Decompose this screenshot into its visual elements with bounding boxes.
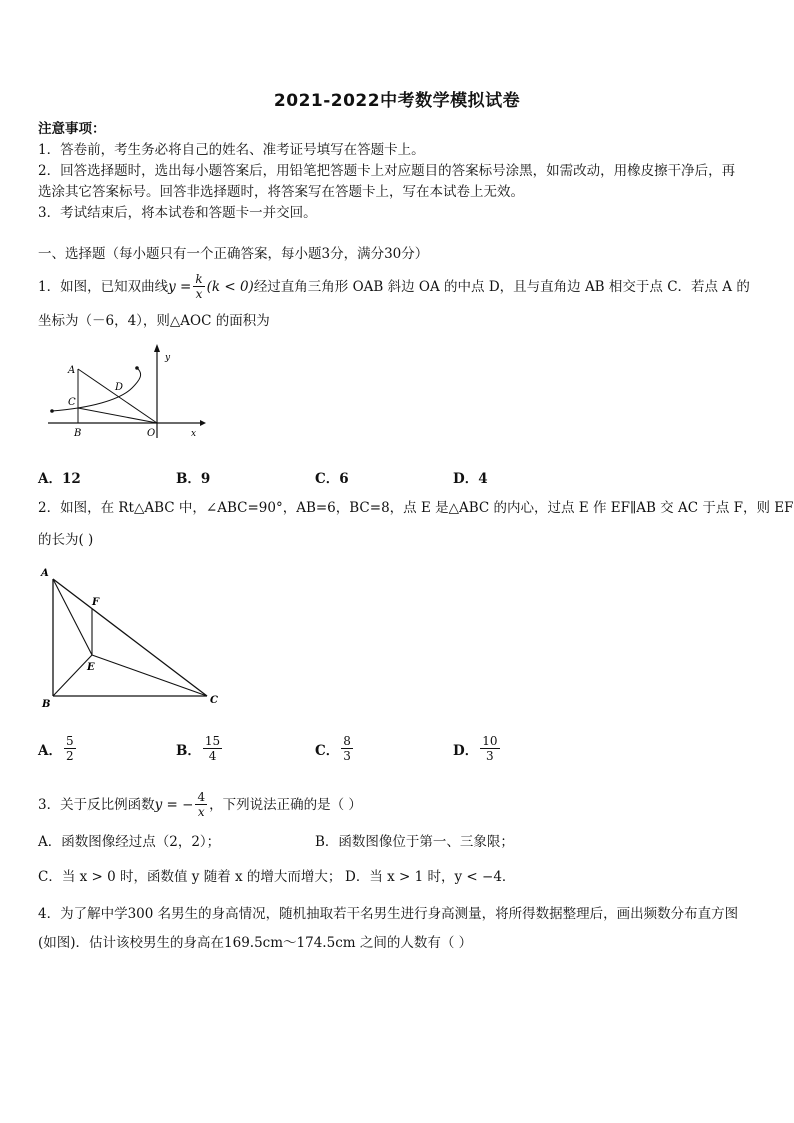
q2-stem: 2．如图，在 Rt△ABC 中，∠ABC=90°，AB=6，BC=8，点 E 是△ABC 的内心，过点 E 作 EF∥AB 交 AC 于点 F，则 EF — [38, 500, 794, 516]
q2-label-e: E — [87, 662, 95, 673]
q3-frac-num: 4 — [197, 790, 206, 804]
q2-segment-ae — [53, 579, 92, 655]
q2-option-d — [453, 734, 502, 763]
q1-fraction — [193, 272, 204, 301]
q2-option-c — [315, 734, 355, 763]
q2-option-a-den: 2 — [65, 749, 74, 763]
q2-option-a-frac — [64, 734, 76, 763]
q2-stem-line2: 的长为( ) — [38, 532, 94, 548]
q1-y-arrow — [154, 344, 160, 352]
q1-option-b: B．9 — [176, 471, 211, 487]
q3-option-d: D．当 x > 1 时，y < −4． — [345, 869, 516, 885]
q1-label-y: y — [165, 353, 171, 363]
q3-option-c: C．当 x > 0 时，函数值 y 随着 x 的增大而增大； — [38, 869, 342, 885]
q1-figure — [40, 340, 210, 440]
q1-curve-end-right — [135, 366, 139, 370]
notice-item-2: 2．回答选择题时，选出每小题答案后，用铅笔把答题卡上对应题目的答案标号涂黑，如需改动，用橡皮擦干净后，再 — [38, 163, 736, 179]
q1-x-arrow — [200, 420, 206, 426]
q1-frac-den: x — [195, 287, 203, 301]
q1-stem-line2: 坐标为（－6，4），则△AOC 的面积为 — [38, 313, 270, 329]
q2-option-a-num: 5 — [65, 734, 74, 748]
q1-option-c: C．6 — [315, 471, 349, 487]
q3-frac-den: x — [197, 805, 205, 819]
q2-label-f: F — [92, 597, 100, 608]
q2-option-c-label: C． — [315, 742, 340, 759]
notice-item-3: 3．考试结束后，将本试卷和答题卡一并交回。 — [38, 205, 317, 221]
q2-option-b-label: B． — [176, 742, 201, 759]
q2-option-b-num: 15 — [204, 734, 221, 748]
q2-option-d-label: D． — [453, 742, 479, 759]
q1-label-c: C — [68, 397, 76, 408]
q1-frac-num: k — [195, 272, 203, 286]
notice-item-1: 1．答卷前，考生务必将自己的姓名、准考证号填写在答题卡上。 — [38, 142, 425, 158]
q3-post: ，下列说法正确的是（ ） — [209, 796, 362, 813]
q2-option-b-frac — [203, 734, 222, 763]
q2-figure — [36, 562, 226, 712]
q2-option-a-label: A． — [38, 742, 62, 759]
q3-option-a: A．函数图像经过点（2，2）； — [38, 834, 221, 850]
q1-label-a: A — [68, 365, 76, 376]
q3-option-b: B．函数图像位于第一、三象限； — [315, 834, 514, 850]
q1-y-eq: y = — [168, 278, 192, 295]
q2-option-b-den: 4 — [208, 749, 217, 763]
q3-pre: 3．关于反比例函数 — [38, 796, 155, 813]
q3-y-eq: y = − — [154, 796, 194, 813]
q1-label-d: D — [115, 382, 124, 393]
q1-hyperbola — [52, 368, 141, 411]
q1-stem — [38, 272, 750, 301]
q1-side-oa — [78, 369, 157, 423]
q2-option-d-num: 10 — [482, 734, 498, 748]
q1-curve-end-left — [50, 409, 54, 413]
notice-item-2-cont: 选涂其它答案标号。回答非选择题时，将答案写在答题卡上，写在本试卷上无效。 — [38, 184, 524, 200]
q1-pre: 1．如图，已知双曲线 — [38, 278, 169, 295]
section-heading: 一、选择题（每小题只有一个正确答案，每小题3分，满分30分） — [38, 246, 429, 262]
q3-stem — [38, 790, 362, 819]
q2-option-c-num: 8 — [343, 734, 351, 748]
q2-segment-ce — [92, 655, 207, 696]
q2-option-d-frac — [480, 734, 499, 763]
q2-label-a: A — [41, 568, 49, 579]
q2-side-ac — [53, 579, 207, 696]
q2-option-a — [38, 734, 78, 763]
q1-condition: (k < 0) — [206, 278, 254, 295]
q2-option-d-den: 3 — [486, 749, 494, 763]
q2-option-c-frac — [341, 734, 353, 763]
q2-label-c: C — [210, 695, 218, 706]
q4-stem-line2: (如图)．估计该校男生的身高在169.5cm～174.5cm 之间的人数有（ ） — [38, 935, 473, 951]
q1-label-b: B — [74, 428, 82, 439]
q1-option-d: D．4 — [453, 471, 488, 487]
q1-label-x: x — [191, 429, 197, 439]
q3-fraction — [195, 790, 207, 819]
q4-stem: 4．为了解中学300 名男生的身高情况，随机抽取若干名男生进行身高测量，将所得数据整理后，画出频数分布直方图 — [38, 906, 739, 922]
q1-label-o: O — [147, 428, 156, 439]
q1-option-a: A．12 — [38, 471, 81, 487]
notice-heading: 注意事项： — [38, 121, 106, 137]
q2-label-b: B — [42, 699, 51, 710]
q2-option-b — [176, 734, 224, 763]
q1-post: 经过直角三角形 OAB 斜边 OA 的中点 D，且与直角边 AB 相交于点 C．若点 A 的 — [253, 278, 750, 295]
page-title: 2021-2022中考数学模拟试卷 — [273, 91, 521, 111]
q2-option-c-den: 3 — [343, 749, 351, 763]
